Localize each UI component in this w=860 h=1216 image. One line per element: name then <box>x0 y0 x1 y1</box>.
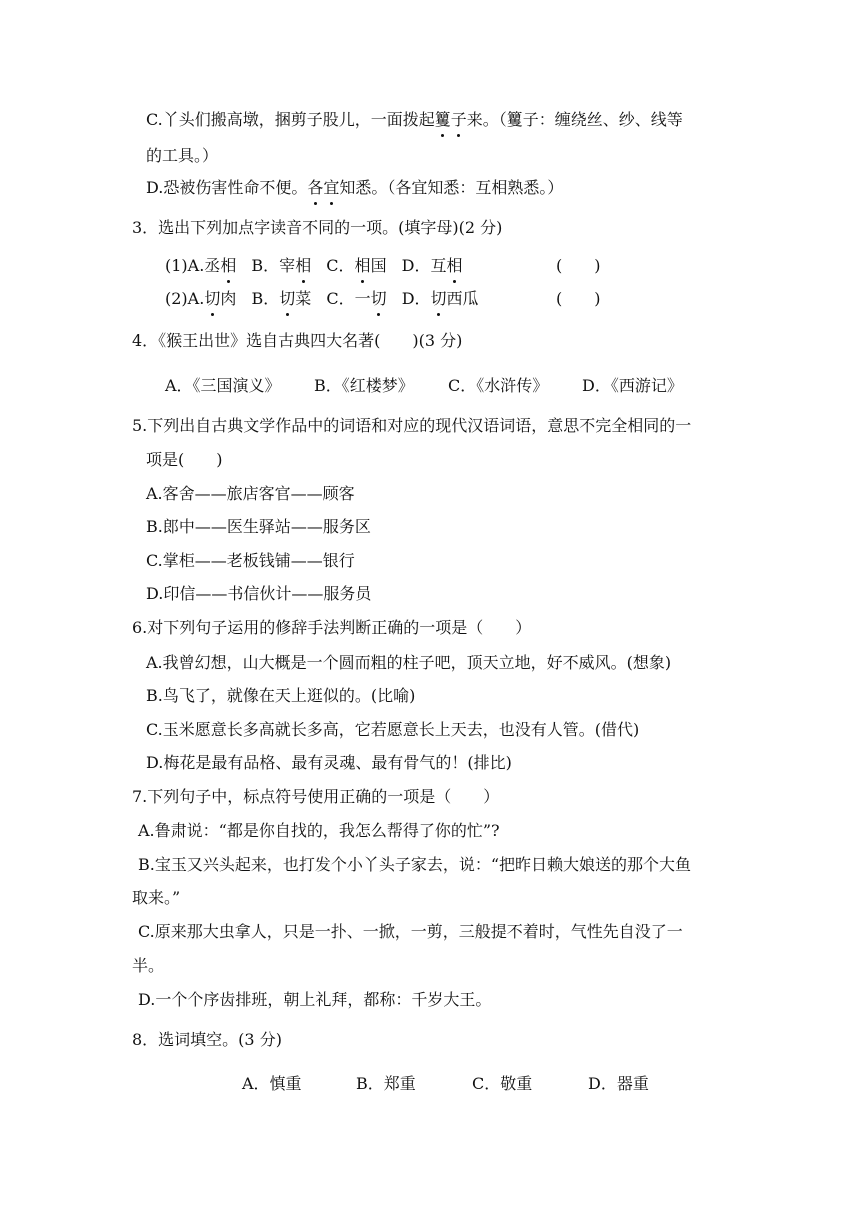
q8-option-b: B．郑重 <box>356 1074 416 1093</box>
q8-stem: 8．选词填空。(3 分) <box>132 1030 282 1049</box>
q7-stem: 7.下列句子中，标点符号使用正确的一项是（ ） <box>132 787 500 806</box>
q5-option-a: A.客舍——旅店客官——顾客 <box>146 484 355 503</box>
q7-option-b-line1: B.宝玉又兴头起来，也打发个小丫头子家去，说：“把昨日赖大娘送的那个大鱼 <box>138 855 692 874</box>
emphasis-char: 相 <box>220 256 237 275</box>
q5-option-d: D.印信——书信伙计——服务员 <box>146 584 372 603</box>
q6-option-a: A.我曾幻想，山大概是一个圆而粗的柱子吧，顶天立地，好不威风。(想象) <box>146 653 672 672</box>
q7-option-a: A.鲁肃说：“都是你自找的，我怎么帮得了你的忙”? <box>138 821 500 840</box>
q3-row1: (1)A.丞相 B．宰相 C．相国 D．互相 <box>165 256 463 275</box>
q6-option-d: D.梅花是最有品格、最有灵魂、最有骨气的！(排比) <box>146 753 512 772</box>
q3-row2-answer-blank: ( ) <box>556 289 601 308</box>
q6-option-c: C.玉米愿意长多高就长多高，它若愿意长上天去，也没有人管。(借代) <box>146 720 640 739</box>
q7-option-d: D.一个个序齿排班，朝上礼拜，都称：千岁大王。 <box>138 990 492 1009</box>
q8-option-a: A．慎重 <box>242 1074 302 1093</box>
q2-option-c-line1: C.丫头们搬高墩，捆剪子股儿，一面拨起籰子来。（籰子：缠绕丝、纱、线等 <box>146 110 683 129</box>
q2-option-d: D.恐被伤害性命不便。各宜知悉。（各宜知悉：互相熟悉。） <box>146 178 564 197</box>
q7-option-b-line2: 取来。” <box>132 888 181 907</box>
emphasis-char: 籰 <box>434 110 451 129</box>
emphasis-char: 各 <box>307 178 324 197</box>
q2-option-c-line2: 的工具。） <box>146 146 219 165</box>
q7-option-c-line1: C.原来那大虫拿人，只是一扑、一掀，一剪，三般提不着时，气性先自没了一 <box>138 922 683 941</box>
q8-option-d: D．器重 <box>588 1074 649 1093</box>
q4-stem: 4．《猴王出世》选自古典四大名著( )(3 分) <box>132 331 463 350</box>
q5-stem-line1: 5.下列出自古典文学作品中的词语和对应的现代汉语词语，意思不完全相同的一 <box>132 416 692 435</box>
q4-option-a: A．《三国演义》 <box>165 376 281 395</box>
q4-option-c: C．《水浒传》 <box>448 376 549 395</box>
emphasis-char: 切 <box>279 289 296 308</box>
emphasis-char: 子 <box>450 110 467 129</box>
q6-stem: 6.对下列句子运用的修辞手法判断正确的一项是（ ） <box>132 618 532 637</box>
q7-option-c-line2: 半。 <box>132 956 165 975</box>
emphasis-char: 切 <box>370 289 387 308</box>
q6-option-b: B.鸟飞了，就像在天上逛似的。(比喻) <box>146 686 416 705</box>
q5-option-c: C.掌柜——老板钱铺——银行 <box>146 551 355 570</box>
q4-option-d: D．《西游记》 <box>582 376 683 395</box>
q3-stem: 3．选出下列加点字读音不同的一项。(填字母)(2 分) <box>132 218 503 237</box>
emphasis-char: 宜 <box>323 178 340 197</box>
q5-option-b: B.郎中——医生驿站——服务区 <box>146 517 371 536</box>
emphasis-char: 切 <box>204 289 221 308</box>
q5-stem-line2: 项是( ) <box>146 450 223 469</box>
q4-option-b: B．《红楼梦》 <box>314 376 414 395</box>
emphasis-char: 相 <box>354 256 371 275</box>
q3-row2: (2)A.切肉 B．切菜 C．一切 D．切西瓜 <box>165 289 479 308</box>
emphasis-char: 切 <box>430 289 447 308</box>
emphasis-char: 相 <box>295 256 312 275</box>
emphasis-char: 相 <box>446 256 463 275</box>
q3-row1-answer-blank: ( ) <box>556 256 601 275</box>
q8-option-c: C．敬重 <box>472 1074 533 1093</box>
